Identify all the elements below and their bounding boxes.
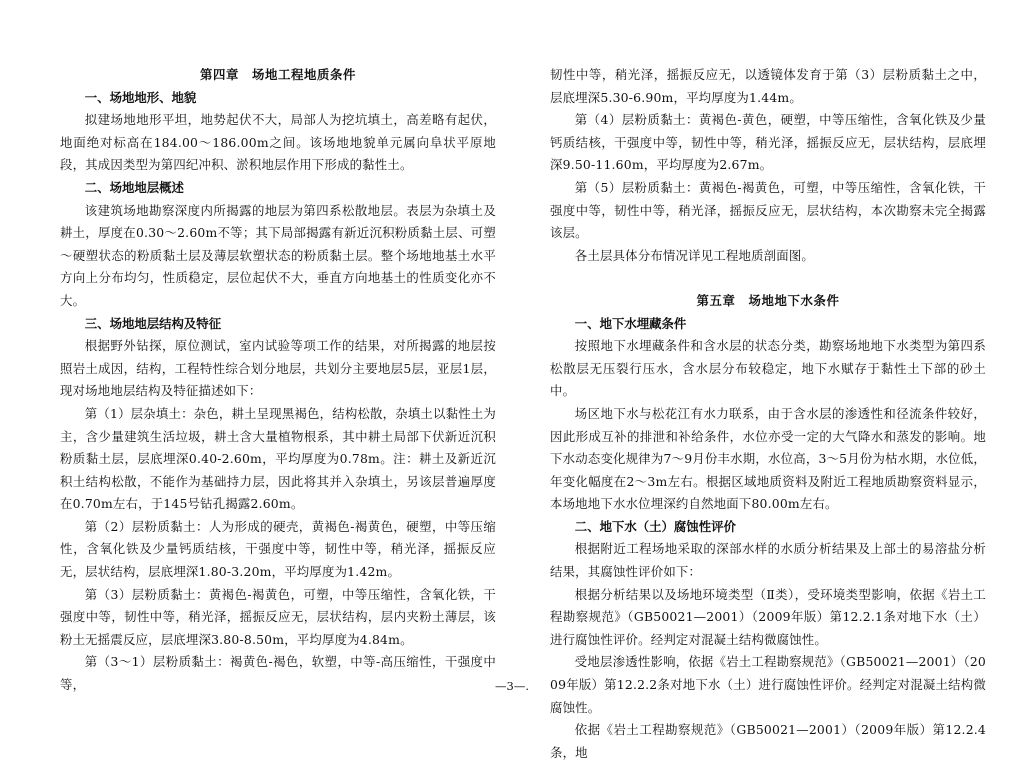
paragraph: 第（3～1）层粉质黏土：褐黄色-褐色，软塑，中等-高压缩性，干强度中等， bbox=[60, 654, 496, 693]
paragraph: 各土层具体分布情况详见工程地质剖面图。 bbox=[574, 247, 815, 263]
paragraph: 根据附近工程场地采取的深部水样的水质分析结果及上部土的易溶盐分析结果，其腐蚀性评价如下： bbox=[550, 541, 986, 580]
section-strata-overview-title: 二、场地地层概述 bbox=[84, 179, 184, 195]
paragraph: 按照地下水埋藏条件和含水层的状态分类，勘察场地地下水类型为第四系松散层无压裂行压水，含水层分布较稳定，地下水赋存于黏性土下部的砂土中。 bbox=[550, 338, 986, 399]
paragraph: 第（5）层粉质黏土：黄褐色-褐黄色，可塑，中等压缩性，含氧化铁，干强度中等，韧性中等，稍光泽，摇振反应无，层状结构，本次勘察未完全揭露该层。 bbox=[550, 179, 986, 241]
right-column bbox=[550, 64, 986, 764]
paragraph: 第（2）层粉质黏土：人为形成的硬壳，黄褐色-褐黄色，硬塑，中等压缩性，含氧化铁及少量钙质结核，干强度中等，韧性中等，稍光泽，摇振反应无，层状结构，层底埋深1.80-3.20m，平均厚度为1.42m。 bbox=[60, 518, 496, 580]
page-number: —3—. bbox=[495, 679, 529, 693]
chapter-5-title: 第五章 场地地下水条件 bbox=[696, 292, 840, 308]
paragraph: 拟建场地地形平坦，地势起伏不大，局部人为挖坑填土，高差略有起伏，地面绝对标高在184.00～186.00m之间。该场地地貌单元属向阜状平原地段，其成因类型为第四纪冲积、淤积地层作用下形成的黏性土。 bbox=[60, 112, 496, 173]
paragraph: 场区地下水与松花江有水力联系，由于含水层的渗透性和径流条件较好，因此形成互补的排泄和补给条件，水位亦受一定的大气降水和蒸发的影响。地下水动态变化规律为7～9月份丰水期，水位高，3～5月份为枯水期，水位低，年变化幅度在2～3m左右。根据区域地质资料及附近工程地质勘察资料显示，本场地地下水水位埋深约自然地面下80.00m左右。 bbox=[550, 405, 986, 512]
paragraph-continued: 韧性中等，稍光泽，摇振反应无，以透镜体发育于第（3）层粉质黏土之中，层底埋深5.30-6.90m，平均厚度为1.44m。 bbox=[550, 67, 986, 105]
paragraph: 第（3）层粉质黏土：黄褐色-褐黄色，可塑，中等压缩性，含氧化铁，干强度中等，韧性中等，稍光泽，摇振反应无，层状结构，层内夹粉土薄层，该粉土无摇震反应，层底埋深3.80-8.50m，平均厚度为4.84m。 bbox=[60, 586, 496, 647]
section-groundwater-title: 一、地下水埋藏条件 bbox=[574, 315, 687, 331]
paragraph: 受地层渗透性影响，依据《岩土工程勘察规范》（GB50021—2001）（2009年版）第12.2.2条对地下水（土）进行腐蚀性评价。经判定对混凝土结构微腐蚀性。 bbox=[550, 654, 986, 715]
section-corrosion-title: 二、地下水（土）腐蚀性评价 bbox=[574, 518, 736, 534]
section-terrain-title: 一、场地地形、地貌 bbox=[84, 89, 197, 105]
chapter-4-title: 第四章 场地工程地质条件 bbox=[200, 67, 356, 82]
spacer bbox=[550, 267, 986, 290]
paragraph: 第（4）层粉质黏土：黄褐色-黄色，硬塑，中等压缩性，含氧化铁及少量钙质结核，干强度中等，韧性中等，稍光泽，摇振反应无，层状结构，层底埋深9.50-11.60m，平均厚度为2.67m。 bbox=[550, 112, 986, 173]
paragraph: 根据野外钻探，原位测试，室内试验等项工作的结果，对所揭露的地层按照岩土成因，结构，工程特性综合划分地层，共划分主要地层5层，亚层1层，现对场地地层结构及特征描述如下： bbox=[60, 338, 496, 399]
section-strata-structure-title: 三、场地地层结构及特征 bbox=[84, 315, 222, 331]
paragraph: 根据分析结果以及场地环境类型（Ⅱ类），受环境类型影响，依据《岩土工程勘察规范》（GB50021—2001）（2009年版）第12.2.1条对地下水（土）进行腐蚀性评价。经判定对混凝土结构微腐蚀性。 bbox=[550, 586, 986, 647]
paragraph: 依据《岩土工程勘察规范》（GB50021—2001）（2009年版）第12.2.4条，地 bbox=[550, 722, 986, 760]
left-column bbox=[60, 64, 496, 697]
paragraph: 该建筑场地勘察深度内所揭露的地层为第四系松散地层。表层为杂填土及耕土，厚度在0.30～2.60m不等；其下局部揭露有新近沉积粉质黏土层、可塑～硬塑状态的粉质黏土层及薄层软塑状态的粉质黏土层。整个场地地基土水平方向上分布均匀，性质稳定，层位起伏不大，垂直方向地基土的性质变化亦不大。 bbox=[60, 202, 496, 308]
paragraph: 第（1）层杂填土：杂色，耕土呈现黑褐色，结构松散，杂填土以黏性土为主，含少量建筑生活垃圾，耕土含大量植物根系，其中耕土局部下伏新近沉积粉质黏土层，层底埋深0.40-2.60m，平均厚度为0.78m。注：耕土及新近沉积土结构松散，不能作为基础持力层，因此将其并入杂填土，另该层普遍厚度在0.70m左右，于145号钻孔揭露2.60m。 bbox=[60, 405, 496, 512]
